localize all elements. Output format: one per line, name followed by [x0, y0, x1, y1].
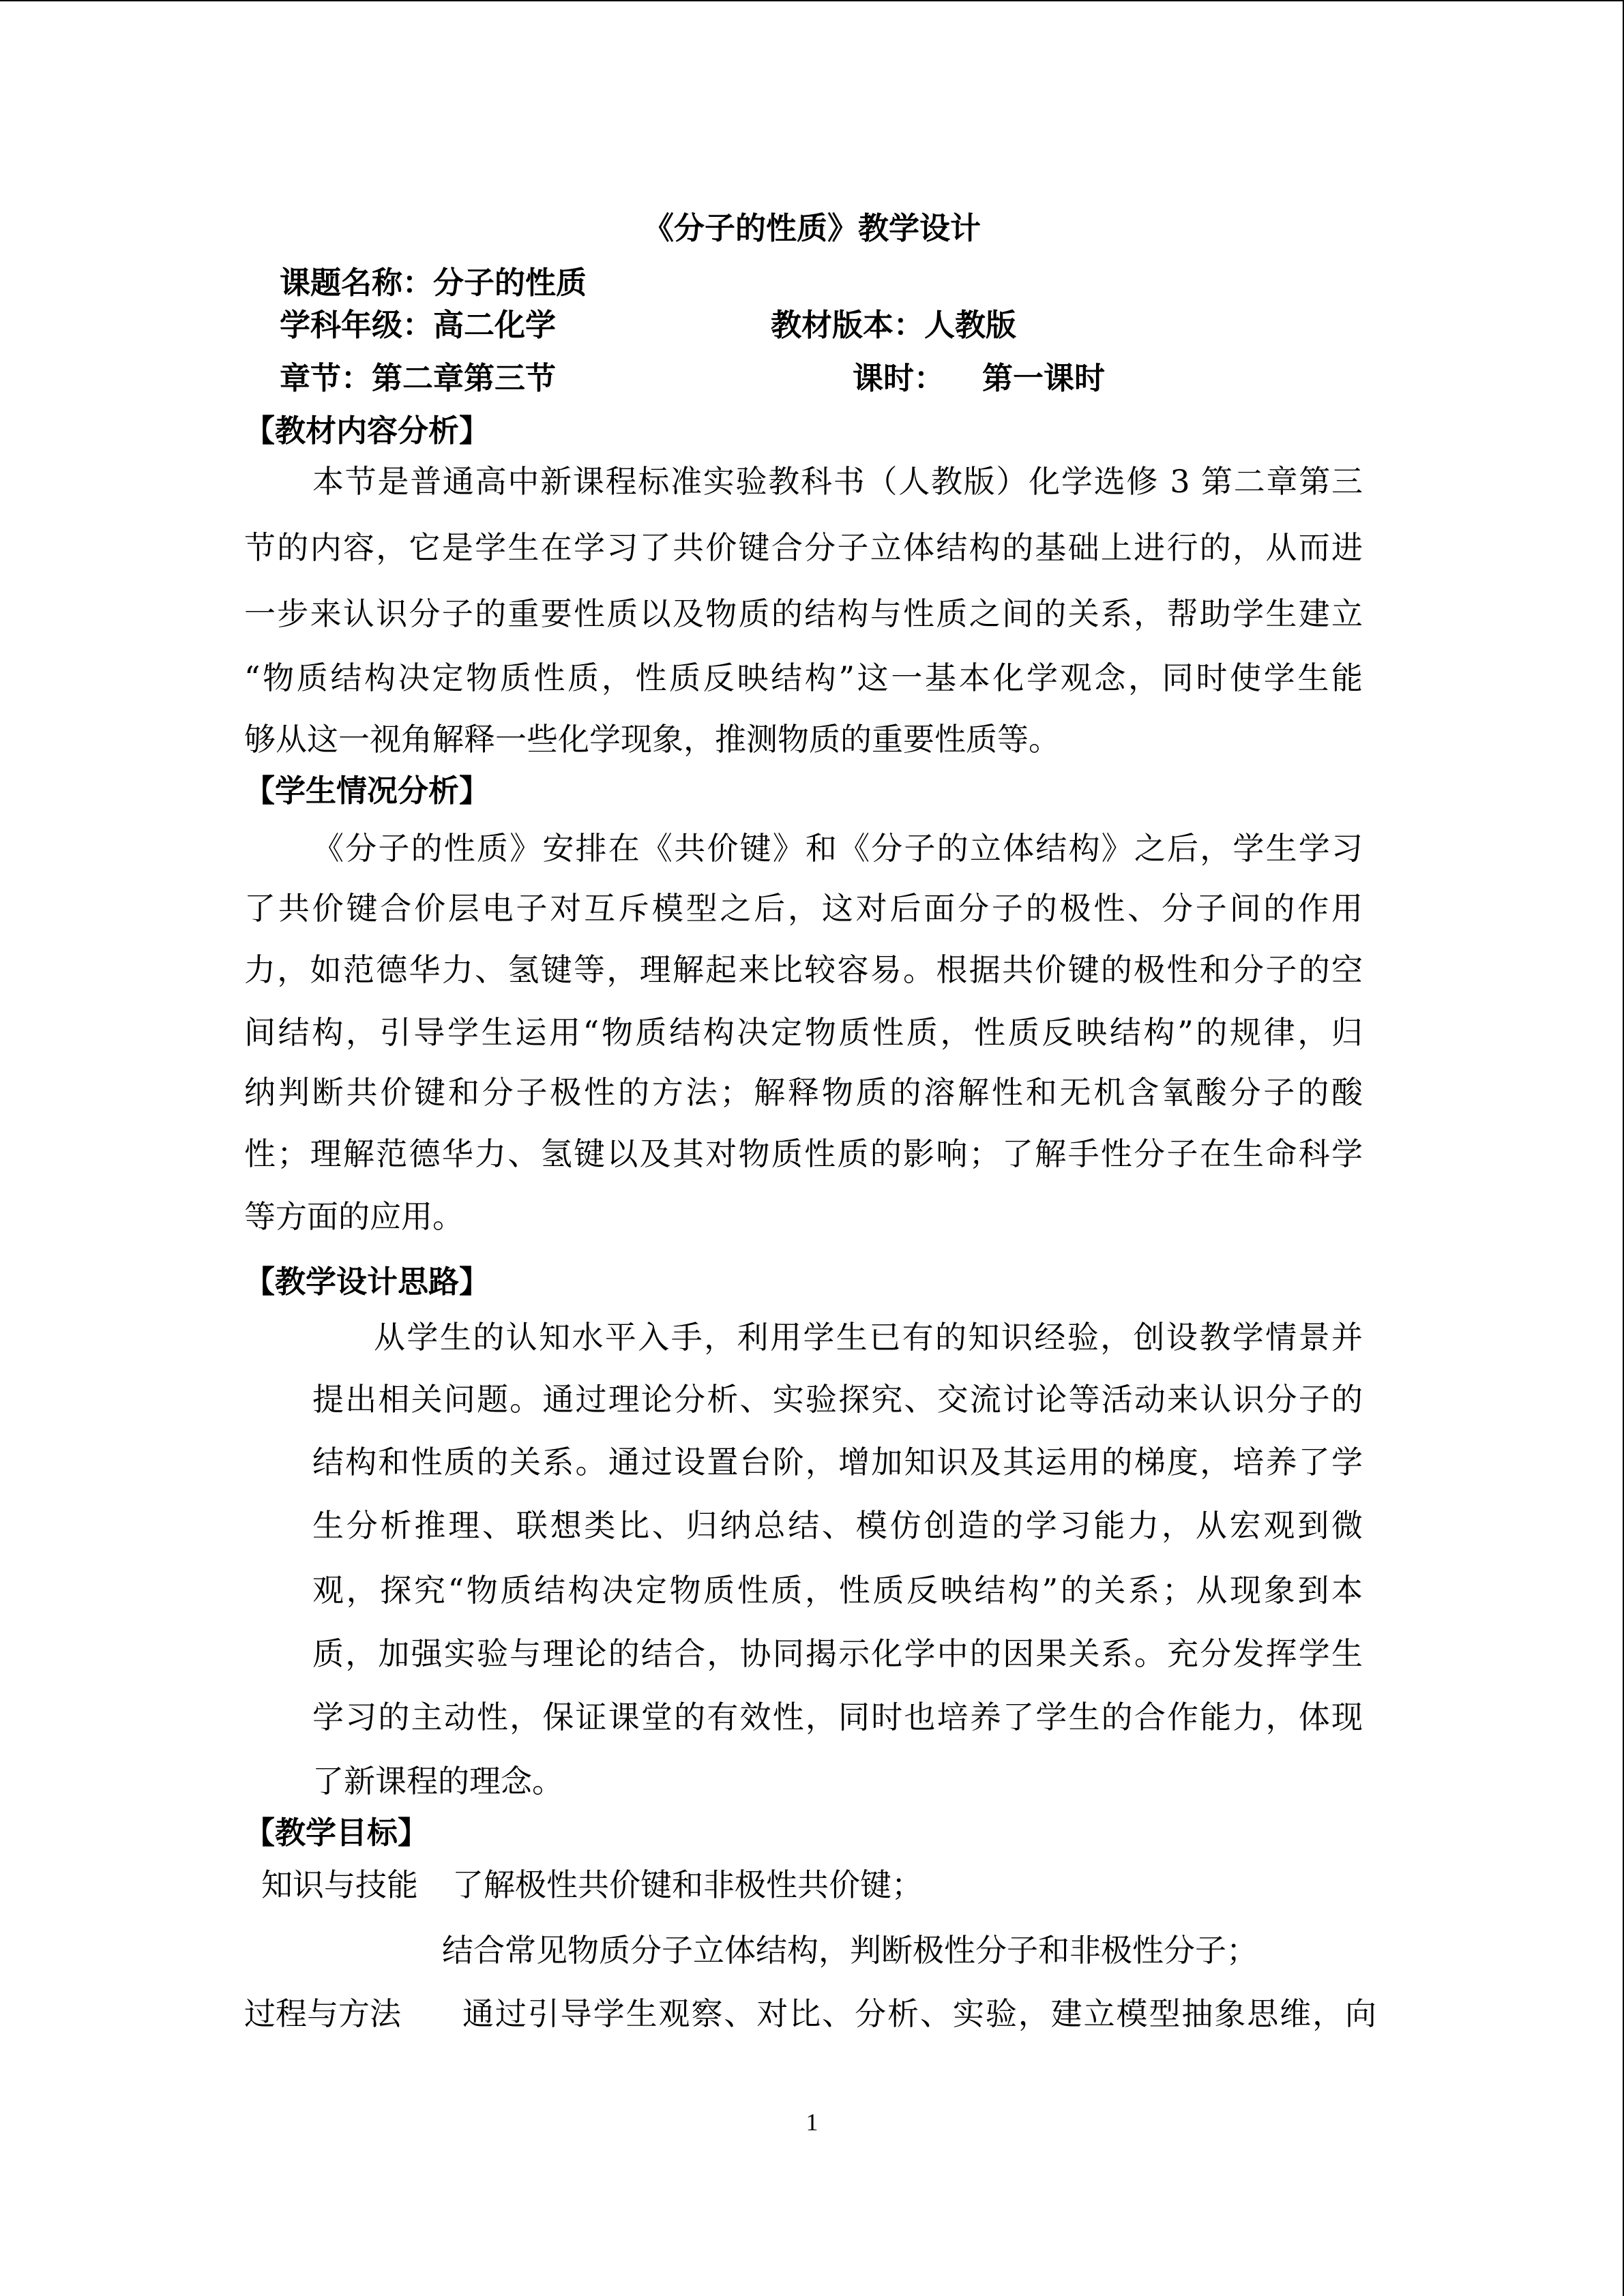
student-line: 等方面的应用。 — [244, 1198, 464, 1235]
design-line: 了新课程的理念。 — [312, 1763, 563, 1800]
design-line: 生分析推理、联想类比、归纳总结、模仿创造的学习能力，从宏观到微 — [312, 1507, 1363, 1544]
material-line: 够从这一视角解释一些化学现象，推测物质的重要性质等。 — [244, 721, 1060, 758]
design-line: 质，加强实验与理论的结合，协同揭示化学中的因果关系。充分发挥学生 — [312, 1635, 1363, 1672]
material-line: “物质结构决定物质性质，性质反映结构”这一基本化学观念，同时使学生能 — [244, 659, 1363, 696]
page-top-border — [0, 0, 1624, 1]
meta-period-label: 课时： — [853, 360, 945, 396]
goal-knowledge-item: 结合常见物质分子立体结构，判断极性分子和非极性分子； — [442, 1932, 1258, 1969]
student-line: 纳判断共价键和分子极性的方法；解释物质的溶解性和无机含氧酸分子的酸 — [244, 1074, 1363, 1111]
student-line: 力，如范德华力、氢键等，理解起来比较容易。根据共价键的极性和分子的空 — [244, 951, 1363, 988]
goal-process-text: 通过引导学生观察、对比、分析、实验，建立模型抽象思维，向 — [462, 1995, 1376, 2032]
student-line: 《分子的性质》安排在《共价键》和《分子的立体结构》之后，学生学习 — [312, 830, 1363, 867]
student-line: 间结构，引导学生运用“物质结构决定物质性质，性质反映结构”的规律，归 — [244, 1014, 1363, 1051]
section-heading-student: 【学生情况分析】 — [244, 773, 490, 809]
material-line: 一步来认识分子的重要性质以及物质的结构与性质之间的关系，帮助学生建立 — [244, 595, 1363, 632]
student-line: 性；理解范德华力、氢键以及其对物质性质的影响；了解手性分子在生命科学 — [244, 1135, 1363, 1172]
material-line: 本节是普通高中新课程标准实验教科书（人教版）化学选修 3 第二章第三 — [312, 463, 1363, 500]
document-title: 《分子的性质》教学设计 — [643, 210, 981, 246]
section-heading-material: 【教材内容分析】 — [244, 413, 490, 449]
section-heading-goals: 【教学目标】 — [244, 1815, 429, 1851]
design-line: 从学生的认知水平入手，利用学生已有的知识经验，创设教学情景并 — [374, 1319, 1363, 1356]
section-heading-design: 【教学设计思路】 — [244, 1264, 490, 1300]
meta-period-value: 第一课时 — [982, 360, 1106, 396]
goal-knowledge-label: 知识与技能 — [261, 1866, 418, 1903]
design-line: 学习的主动性，保证课堂的有效性，同时也培养了学生的合作能力，体现 — [312, 1699, 1363, 1735]
design-line: 观，探究“物质结构决定物质性质，性质反映结构”的关系；从现象到本 — [312, 1572, 1363, 1609]
goal-process-label: 过程与方法 — [244, 1995, 401, 2032]
design-line: 提出相关问题。通过理论分析、实验探究、交流讨论等活动来认识分子的 — [312, 1381, 1363, 1418]
design-line: 结构和性质的关系。通过设置台阶，增加知识及其运用的梯度，培养了学 — [312, 1444, 1363, 1480]
material-line: 节的内容，它是学生在学习了共价键合分子立体结构的基础上进行的，从而进 — [244, 529, 1363, 566]
meta-subject: 学科年级：高二化学 — [280, 307, 557, 343]
meta-chapter: 章节：第二章第三节 — [280, 360, 557, 396]
meta-edition: 教材版本：人教版 — [771, 307, 1017, 343]
student-line: 了共价键合价层电子对互斥模型之后，这对后面分子的极性、分子间的作用 — [244, 890, 1363, 927]
goal-knowledge-item: 了解极性共价键和非极性共价键； — [452, 1866, 923, 1903]
meta-topic: 课题名称：分子的性质 — [280, 265, 587, 301]
page-number: 1 — [806, 2108, 818, 2136]
